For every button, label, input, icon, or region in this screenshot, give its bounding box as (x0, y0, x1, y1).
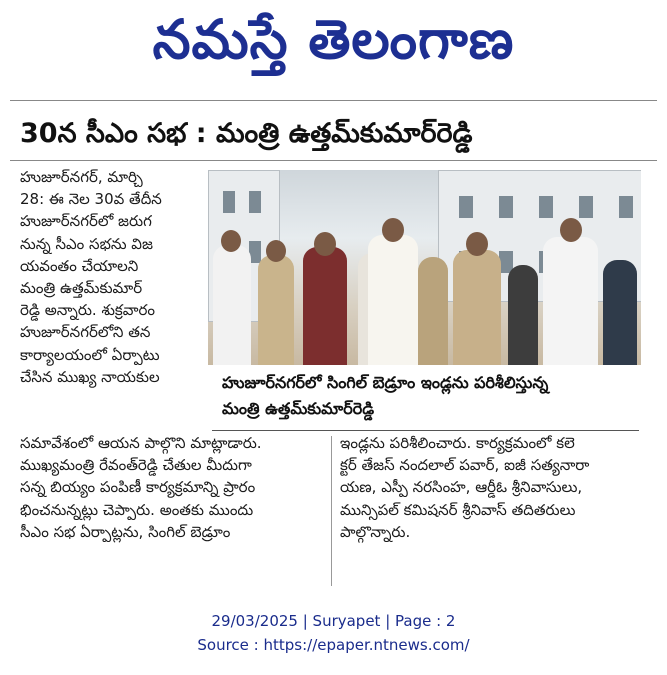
caption-line: హుజూర్‌నగర్‌లో సింగిల్‌ బెడ్రూం ఇండ్లను పరిశీలిస్తున్న (222, 373, 549, 392)
footer-date-line: 29/03/2025 | Suryapet | Page : 2 (211, 612, 456, 630)
text-line: భించనున్నట్లు చెప్పారు. అంతకు ముందు (20, 500, 254, 519)
text-line: సన్న బియ్యం పంపిణీ కార్యక్రమాన్ని ప్రారం (20, 478, 256, 497)
text-line: ముఖ్యమంత్రి రేవంత్‌రెడ్డి చేతుల మీదుగా (20, 456, 252, 475)
text-line: నున్న సీఎం సభను విజ (20, 234, 153, 253)
text-line: హుజూర్‌నగర్‌, మార్చి (20, 168, 143, 186)
column-divider (331, 436, 332, 586)
person (258, 255, 294, 365)
person (543, 237, 598, 365)
text-line: సమావేశంలో ఆయన పాల్గొని మాట్లాడారు. (20, 434, 262, 452)
text-line: కార్యాలయంలో ఏర్పాటు (20, 345, 160, 364)
person (508, 265, 538, 365)
text-line: యవంతం చేయాలని (20, 256, 139, 275)
person (453, 250, 501, 365)
article-headline: 30న సీఎం సభ : మంత్రి ఉత్తమ్‌కుమార్‌రెడ్డి (20, 118, 473, 149)
text-line: ఇండ్లను పరిశీలించారు. కార్యక్రమంలో కలె (340, 434, 575, 452)
article-photo (208, 170, 641, 365)
person (303, 247, 347, 365)
person (418, 257, 448, 365)
left-column-bottom (20, 432, 324, 543)
person (603, 260, 637, 365)
caption-rule (212, 430, 639, 431)
text-line: క్టర్‌ తేజస్‌ నందలాల్‌ పవార్‌, ఐజీ సత్యనారా (340, 456, 590, 475)
text-line: రెడ్డి అన్నారు. శుక్రవారం (20, 301, 155, 320)
right-column (340, 432, 645, 543)
text-line: పాల్గొన్నారు. (340, 522, 411, 541)
photo-caption (222, 370, 548, 422)
text-line: హుజూర్‌నగర్‌లోని తన (20, 323, 151, 342)
text-line: 28: ఈ నెల 30వ తేదీన (20, 190, 162, 209)
caption-line: మంత్రి ఉత్తమ్‌కుమార్‌రెడ్డి (222, 399, 375, 418)
person (368, 235, 418, 365)
masthead-title: నమస్తే తెలంగాణ (152, 8, 515, 71)
text-line: హుజూర్‌నగర్‌లో జరుగ (20, 212, 152, 231)
text-line: మున్సిపల్‌ కమిషనర్‌ శ్రీనివాస్‌ తదితరులు (340, 500, 576, 519)
masthead (0, 0, 667, 92)
text-line: చేసిన ముఖ్య నాయకుల (20, 367, 160, 386)
left-column-top (20, 166, 204, 388)
person (213, 245, 251, 365)
text-line: యణ, ఎస్పీ నరసింహ, ఆర్డీఓ శ్రీనివాసులు, (340, 478, 583, 497)
text-line: మంత్రి ఉత్తమ్‌కుమార్‌ (20, 279, 143, 298)
headline-rule (10, 160, 657, 161)
footer-source-line: Source : https://epaper.ntnews.com/ (197, 636, 470, 654)
masthead-rule (10, 100, 657, 101)
text-line: సీఎం సభ ఏర్పాట్లను, సింగిల్‌ బెడ్రూం (20, 522, 231, 541)
